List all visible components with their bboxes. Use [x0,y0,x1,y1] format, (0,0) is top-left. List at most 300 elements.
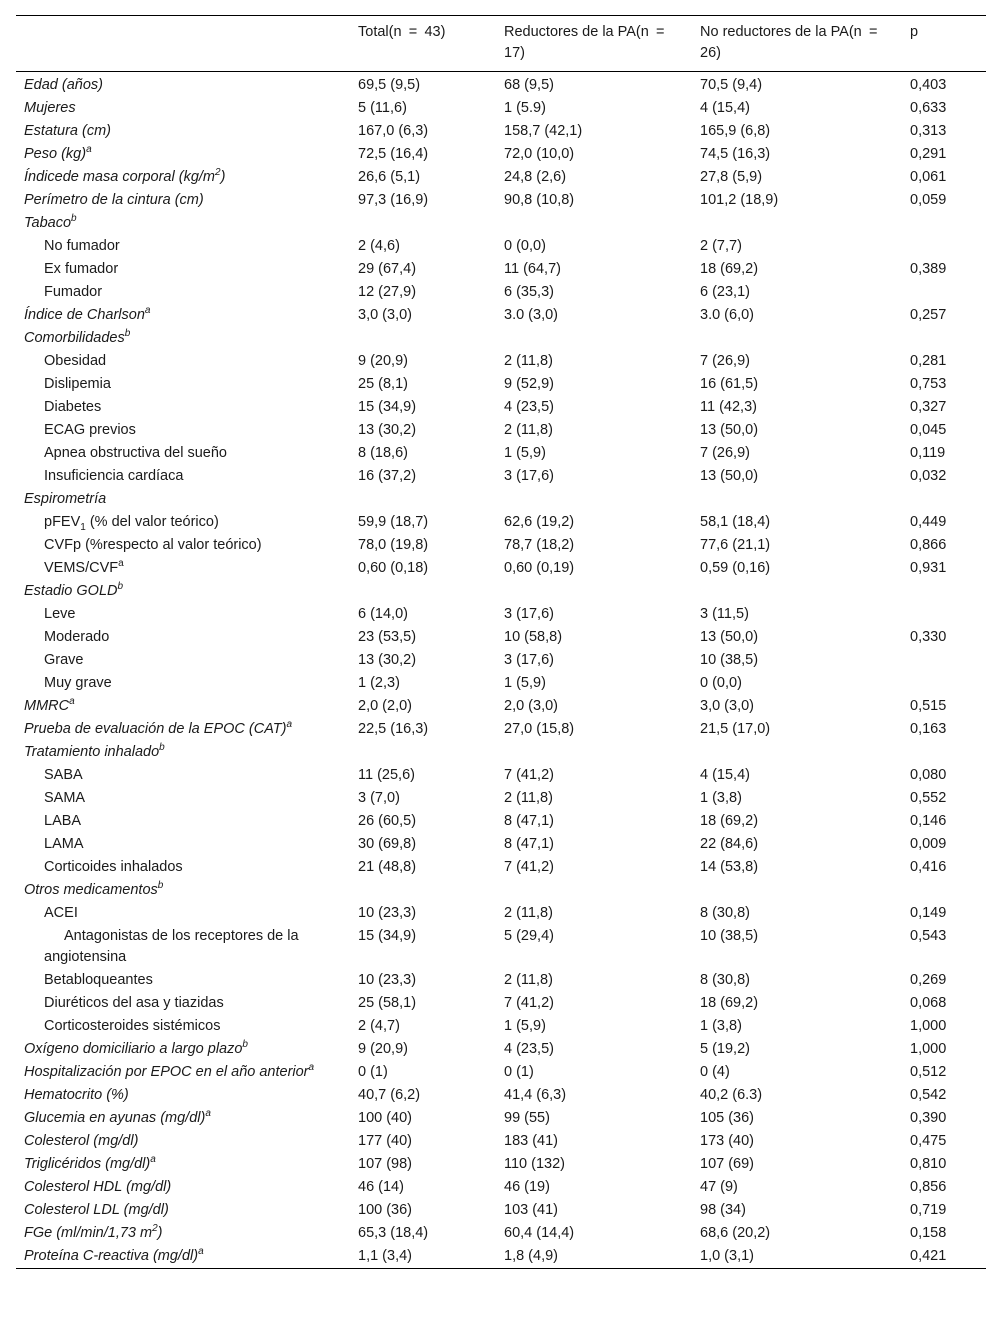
cell-no-reductores [692,580,902,603]
row-label-text: Diabetes [44,399,102,415]
cell-total: 46 (14) [358,1179,404,1195]
table-row [16,626,986,649]
cell-no-reductores: 13 (50,0) [700,422,759,438]
row-label [16,304,350,327]
row-label [16,166,350,189]
cell-reductores: 10 (58,8) [504,629,563,645]
cell-p-value: 0,390 [910,1110,947,1126]
footnote-marker: a [118,558,124,570]
table-row [16,1015,986,1038]
row-label-text: Tabaco [24,215,72,231]
row-label-text: Muy grave [44,675,112,691]
cell-p-value: 0,931 [910,560,947,576]
table-row [16,120,986,143]
row-label [16,1130,350,1153]
cell-total: 65,3 (18,4) [358,1225,429,1241]
cell-no-reductores: 77,6 (21,1) [700,537,771,553]
label-tail: ) [220,169,226,185]
cell-p-value: 0,257 [910,307,947,323]
table-row [16,166,986,189]
table-row [16,72,986,98]
table-row [16,304,986,327]
cell-reductores: 7 (41,2) [504,767,554,783]
table-row [16,1222,986,1245]
row-label [16,72,350,98]
row-label [16,534,350,557]
row-label [16,1176,350,1199]
cell-no-reductores: 22 (84,6) [700,836,759,852]
row-label [16,787,350,810]
row-label-text: Estatura (cm) [24,123,112,139]
cell-total: 13 (30,2) [358,422,417,438]
cell-p-value: 0,119 [910,445,946,461]
cell-no-reductores: 14 (53,8) [700,859,759,875]
table-row [16,97,986,120]
cell-total: 1 (2,3) [358,675,400,691]
table-row [16,992,986,1015]
row-label [16,992,350,1015]
row-label-text: Espirometría [24,491,107,507]
cell-p-value: 0,389 [910,261,947,277]
row-label-text: Insuficiencia cardíaca [44,468,184,484]
cell-total: 10 (23,3) [358,905,417,921]
cell-reductores: 1 (5,9) [504,675,546,691]
cell-p-value: 0,421 [910,1248,947,1264]
cell-total: 16 (37,2) [358,468,417,484]
cell-no-reductores: 18 (69,2) [700,261,759,277]
cell-reductores: 103 (41) [504,1202,559,1218]
table-row [16,212,986,235]
cell-total [350,580,496,603]
cell-no-reductores: 105 (36) [700,1110,755,1126]
cell-total: 13 (30,2) [358,652,417,668]
cell-p-value: 1,000 [910,1041,947,1057]
row-label [16,856,350,879]
row-label-text: Corticoides inhalados [44,859,183,875]
cell-no-reductores: 16 (61,5) [700,376,759,392]
table-row [16,488,986,511]
row-label-text: Leve [44,606,76,622]
cell-reductores: 183 (41) [504,1133,559,1149]
cell-p-value [902,879,986,902]
row-label-text: Ex fumador [44,261,119,277]
cell-reductores: 46 (19) [504,1179,550,1195]
footnote-marker: a [86,144,92,156]
table-row [16,672,986,695]
cell-reductores: 110 (132) [504,1156,565,1172]
characteristics-table [16,15,986,1269]
cell-no-reductores: 3.0 (6,0) [700,307,754,323]
cell-no-reductores: 1,0 (3,1) [700,1248,754,1264]
cell-p-value: 0,032 [910,468,947,484]
cell-total: 3,0 (3,0) [358,307,412,323]
cell-reductores: 72,0 (10,0) [504,146,575,162]
cell-reductores [496,580,692,603]
row-label [16,212,350,235]
cell-reductores: 2 (11,8) [504,353,553,369]
cell-total: 22,5 (16,3) [358,721,429,737]
cell-no-reductores: 4 (15,4) [700,100,750,116]
cell-no-reductores: 40,2 (6.3) [700,1087,763,1103]
table-row [16,695,986,718]
cell-no-reductores: 0 (4) [700,1064,730,1080]
table-row [16,925,986,969]
cell-reductores [496,879,692,902]
cell-reductores: 1 (5.9) [504,100,546,116]
cell-no-reductores: 27,8 (5,9) [700,169,763,185]
cell-total: 69,5 (9,5) [358,77,421,93]
cell-p-value [902,281,986,304]
cell-no-reductores: 21,5 (17,0) [700,721,771,737]
table-row [16,511,986,534]
cell-p-value [902,235,986,258]
row-label-text: Tratamiento inhalado [24,744,160,760]
row-label-text: Índice de Charlson [24,307,145,323]
cell-no-reductores: 11 (42,3) [700,399,757,415]
cell-total: 72,5 (16,4) [358,146,429,162]
footnote-marker: a [286,719,293,731]
cell-reductores: 60,4 (14,4) [504,1225,575,1241]
cell-p-value [902,672,986,695]
cell-reductores: 27,0 (15,8) [504,721,575,737]
row-label-text: Dislipemia [44,376,111,392]
row-label [16,120,350,143]
header-cell-p: p [910,24,919,40]
cell-reductores: 8 (47,1) [504,813,554,829]
table-row [16,718,986,741]
row-label-text: Índicede masa corporal (kg/m [24,169,215,185]
table-row [16,1199,986,1222]
cell-reductores [496,741,692,764]
cell-reductores: 68 (9,5) [504,77,554,93]
cell-reductores: 62,6 (19,2) [504,514,575,530]
footnote-marker: a [198,1246,204,1258]
cell-no-reductores: 70,5 (9,4) [700,77,763,93]
row-label-text: Grave [44,652,84,668]
cell-no-reductores [692,879,902,902]
table-row [16,856,986,879]
table-row [16,534,986,557]
table-row [16,649,986,672]
row-label-text: Estadio GOLD [24,583,118,599]
cell-reductores: 2 (11,8) [504,972,553,988]
row-label-text: LAMA [44,836,84,852]
row-label [16,672,350,695]
row-label-text: Corticosteroides sistémicos [44,1018,221,1034]
cell-p-value: 1,000 [910,1018,947,1034]
row-label-text: Oxígeno domiciliario a largo plazo [24,1041,243,1057]
table-row [16,741,986,764]
cell-total: 97,3 (16,9) [358,192,429,208]
cell-p-value: 0,080 [910,767,947,783]
cell-total: 107 (98) [358,1156,413,1172]
table-row [16,350,986,373]
cell-p-value: 0,542 [910,1087,947,1103]
row-label-text: Otros medicamentos [24,882,158,898]
cell-total: 26,6 (5,1) [358,169,421,185]
table-row [16,557,986,580]
cell-p-value: 0,753 [910,376,947,392]
cell-no-reductores: 5 (19,2) [700,1041,750,1057]
table-row [16,1245,986,1269]
label-tail: ) [157,1225,163,1241]
cell-reductores: 3 (17,6) [504,468,554,484]
cell-no-reductores: 8 (30,8) [700,972,750,988]
row-label [16,350,350,373]
row-label [16,649,350,672]
row-label [16,1038,350,1061]
cell-total: 2,0 (2,0) [358,698,412,714]
table-row [16,396,986,419]
cell-reductores: 1,8 (4,9) [504,1248,558,1264]
cell-no-reductores: 10 (38,5) [700,928,759,944]
row-label-text: LABA [44,813,82,829]
cell-reductores: 11 (64,7) [504,261,561,277]
cell-total: 15 (34,9) [358,928,417,944]
cell-p-value: 0,313 [910,123,947,139]
cell-reductores: 0 (0,0) [504,238,546,254]
row-label-text: pFEV [44,514,81,530]
table-row [16,1153,986,1176]
cell-reductores: 0 (1) [504,1064,534,1080]
row-label-text: Apnea obstructiva del sueño [44,445,227,461]
row-label [16,557,350,580]
table-row [16,143,986,166]
footnote-marker: b [159,742,165,754]
cell-total: 9 (20,9) [358,353,408,369]
cell-total: 59,9 (18,7) [358,514,429,530]
cell-total: 23 (53,5) [358,629,417,645]
table-row [16,879,986,902]
table-row [16,580,986,603]
cell-reductores: 4 (23,5) [504,1041,554,1057]
cell-no-reductores: 7 (26,9) [700,445,750,461]
cell-p-value: 0,403 [910,77,947,93]
cell-p-value: 0,512 [910,1064,947,1080]
cell-reductores: 78,7 (18,2) [504,537,575,553]
cell-reductores: 7 (41,2) [504,859,554,875]
cell-total: 15 (34,9) [358,399,417,415]
row-label-text: Diuréticos del asa y tiazidas [44,995,224,1011]
footnote-marker: a [150,1154,156,1166]
cell-no-reductores: 13 (50,0) [700,629,759,645]
row-label [16,1153,350,1176]
cell-reductores: 24,8 (2,6) [504,169,567,185]
cell-p-value [902,603,986,626]
cell-reductores: 41,4 (6,3) [504,1087,567,1103]
cell-total: 26 (60,5) [358,813,417,829]
cell-total: 6 (14,0) [358,606,408,622]
cell-total [350,741,496,764]
cell-no-reductores [692,327,902,350]
cell-p-value: 0,163 [910,721,947,737]
row-label [16,189,350,212]
cell-reductores: 6 (35,3) [504,284,554,300]
row-label-text: Perímetro de la cintura (cm) [24,192,204,208]
row-label-text: ECAG previos [44,422,136,438]
cell-no-reductores: 8 (30,8) [700,905,750,921]
cell-no-reductores: 3 (11,5) [700,606,749,622]
footnote-marker: b [157,880,164,892]
cell-total: 40,7 (6,2) [358,1087,421,1103]
footnote-marker: a [69,696,75,708]
row-label-text: Colesterol LDL (mg/dl) [24,1202,169,1218]
cell-no-reductores: 10 (38,5) [700,652,759,668]
label-subscript: 1 [80,521,86,533]
row-label [16,442,350,465]
cell-p-value: 0,149 [910,905,947,921]
row-label-text: Edad (años) [24,77,103,93]
cell-p-value: 0,416 [910,859,947,875]
row-label [16,327,350,350]
cell-no-reductores: 3,0 (3,0) [700,698,754,714]
row-label [16,902,350,925]
cell-p-value: 0,045 [910,422,947,438]
cell-no-reductores: 13 (50,0) [700,468,759,484]
cell-no-reductores: 0,59 (0,16) [700,560,771,576]
cell-p-value: 0,327 [910,399,947,415]
cell-reductores: 1 (5,9) [504,445,546,461]
cell-reductores [496,327,692,350]
cell-p-value: 0,009 [910,836,947,852]
cell-no-reductores: 98 (34) [700,1202,746,1218]
row-label [16,1015,350,1038]
row-label [16,718,350,741]
table-row [16,281,986,304]
row-label-text: ACEI [44,905,78,921]
row-label [16,764,350,787]
cell-no-reductores: 18 (69,2) [700,995,759,1011]
table-row [16,1176,986,1199]
table-row [16,442,986,465]
row-label-text: Proteína C-reactiva (mg/dl) [24,1248,199,1264]
cell-no-reductores: 6 (23,1) [700,284,750,300]
row-label-text: CVFp (%respecto al valor teórico) [44,537,262,553]
cell-total: 25 (58,1) [358,995,417,1011]
cell-p-value: 0,552 [910,790,947,806]
row-label-text: Betabloqueantes [44,972,153,988]
footnote-marker: a [205,1108,211,1120]
row-label [16,603,350,626]
cell-total: 177 (40) [358,1133,413,1149]
row-label [16,833,350,856]
cell-no-reductores: 47 (9) [700,1179,738,1195]
cell-reductores: 1 (5,9) [504,1018,546,1034]
cell-no-reductores: 1 (3,8) [700,1018,742,1034]
row-label [16,925,350,969]
footnote-marker: a [308,1062,315,1074]
cell-total: 1,1 (3,4) [358,1248,412,1264]
cell-reductores: 7 (41,2) [504,995,554,1011]
cell-p-value: 0,269 [910,972,947,988]
row-label [16,741,350,764]
cell-p-value: 0,866 [910,537,947,553]
cell-total: 100 (40) [358,1110,413,1126]
table-row [16,189,986,212]
header-cell-reductores: Reductores de la PA(n = 17) [504,24,672,61]
cell-total: 3 (7,0) [358,790,400,806]
cell-p-value: 0,543 [910,928,947,944]
table-row [16,373,986,396]
row-label-text: MMRC [24,698,70,714]
table-row [16,1038,986,1061]
cell-p-value: 0,515 [910,698,947,714]
table-row [16,258,986,281]
cell-total: 0 (1) [358,1064,388,1080]
row-label [16,879,350,902]
row-label [16,97,350,120]
cell-p-value: 0,061 [910,169,947,185]
cell-no-reductores: 165,9 (6,8) [700,123,771,139]
cell-reductores: 90,8 (10,8) [504,192,575,208]
cell-no-reductores: 4 (15,4) [700,767,750,783]
cell-p-value [902,212,986,235]
row-label-text: No fumador [44,238,120,254]
table-row [16,969,986,992]
row-label [16,235,350,258]
cell-p-value: 0,633 [910,100,947,116]
cell-no-reductores: 107 (69) [700,1156,755,1172]
cell-reductores [496,212,692,235]
cell-no-reductores: 58,1 (18,4) [700,514,771,530]
row-label-text: FGe (ml/min/1,73 m [24,1225,153,1241]
cell-reductores: 158,7 (42,1) [504,123,583,139]
row-label-text: Obesidad [44,353,107,369]
header-cell-no-reductores: No reductores de la PA(n = 26) [700,24,885,61]
cell-p-value: 0,068 [910,995,947,1011]
row-label-text: SABA [44,767,83,783]
row-label-text: VEMS/CVF [44,560,119,576]
row-label-text: Hospitalización por EPOC en el año anterior [24,1064,309,1080]
row-label [16,626,350,649]
row-label [16,488,350,511]
table-row [16,764,986,787]
table-row [16,1130,986,1153]
row-label-text: Moderado [44,629,110,645]
row-label [16,281,350,304]
row-label-text: Colesterol (mg/dl) [24,1133,139,1149]
row-label [16,810,350,833]
cell-no-reductores: 101,2 (18,9) [700,192,779,208]
header-cell-total: Total(n = 43) [358,24,446,40]
cell-p-value [902,741,986,764]
row-label [16,580,350,603]
cell-reductores: 2,0 (3,0) [504,698,558,714]
cell-reductores: 3 (17,6) [504,606,554,622]
row-label [16,1084,350,1107]
cell-p-value [902,649,986,672]
cell-reductores: 9 (52,9) [504,376,554,392]
cell-p-value: 0,330 [910,629,947,645]
row-label [16,695,350,718]
cell-total: 10 (23,3) [358,972,417,988]
cell-p-value: 0,158 [910,1225,947,1241]
table-row [16,465,986,488]
footnote-marker: a [144,305,151,317]
table-row [16,902,986,925]
cell-reductores: 8 (47,1) [504,836,554,852]
cell-p-value: 0,856 [910,1179,947,1195]
cell-total: 5 (11,6) [358,100,407,116]
table-row [16,833,986,856]
cell-reductores [496,488,692,511]
row-label [16,1245,350,1269]
cell-no-reductores [692,741,902,764]
cell-no-reductores [692,488,902,511]
row-label [16,1199,350,1222]
cell-p-value: 0,146 [910,813,947,829]
table-row [16,810,986,833]
